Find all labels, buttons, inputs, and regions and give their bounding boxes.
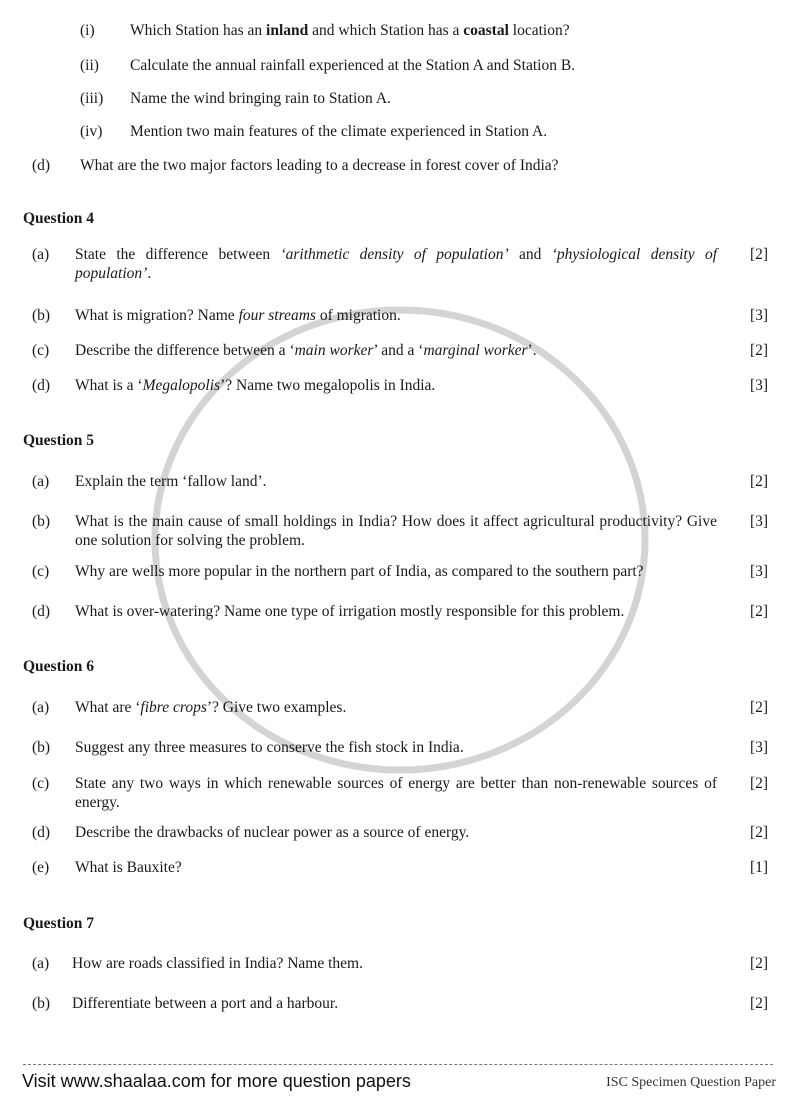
text-segment: What are ‘ [75, 699, 141, 716]
marks: [2] [750, 955, 769, 972]
marks: [3] [750, 739, 769, 756]
item-text [130, 89, 750, 108]
item-label: (a) [32, 246, 50, 263]
question-heading: Question 5 [23, 432, 95, 449]
marks: [3] [750, 513, 769, 530]
item-text [75, 376, 717, 395]
item-label: (i) [80, 22, 95, 39]
text-segment: ’? Name two megalopolis in India. [220, 377, 436, 394]
text-segment: Explain the term ‘fallow land’. [75, 473, 267, 490]
item-text [75, 858, 717, 877]
text-segment: ’? Give two examples. [206, 699, 347, 716]
italic-text: main worker [294, 342, 374, 359]
text-segment: ’. [527, 342, 537, 359]
item-text [75, 512, 717, 550]
text-segment: What are the two major factors leading to a decrease in forest cover of India? [80, 157, 559, 174]
marks: [3] [750, 563, 769, 580]
item-text [130, 122, 750, 141]
text-segment: and which Station has a [308, 22, 464, 39]
text-segment: What is over-watering? Name one type of irrigation mostly responsible for this problem. [75, 603, 625, 620]
italic-text: ‘physiological density of population’ [75, 246, 717, 282]
italic-text: four streams [238, 307, 316, 324]
italic-text: Megalopolis [142, 377, 221, 394]
marks: [2] [750, 603, 769, 620]
text-segment: What is Bauxite? [75, 859, 182, 876]
item-label: (iv) [80, 123, 103, 140]
item-text [80, 156, 720, 175]
text-segment: State any two ways in which renewable sources of energy are better than non-renewable sources of energy. [75, 775, 717, 811]
item-text [75, 341, 717, 360]
marks: [3] [750, 377, 769, 394]
item-text [75, 698, 717, 717]
marks: [2] [750, 995, 769, 1012]
text-segment: State the difference between [75, 246, 281, 263]
item-text [72, 994, 714, 1013]
text-segment: Which Station has an [130, 22, 267, 39]
footer-promo-text: Visit www.shaalaa.com for more question papers [22, 1071, 411, 1091]
item-text [72, 954, 714, 973]
item-text [75, 774, 717, 812]
text-segment: Mention two main features of the climate experienced in Station A. [130, 123, 548, 140]
marks: [2] [750, 246, 769, 263]
item-text [130, 21, 750, 40]
text-segment: Name the wind bringing rain to Station A. [130, 90, 391, 107]
text-segment: Describe the drawbacks of nuclear power as a source of energy. [75, 824, 470, 841]
item-label: (c) [32, 342, 50, 359]
italic-text: ‘arithmetic density of population’ [280, 246, 509, 263]
text-segment: and [508, 246, 552, 263]
item-text [75, 738, 717, 757]
item-label: (b) [32, 995, 51, 1012]
item-label: (a) [32, 955, 50, 972]
text-segment: How are roads classified in India? Name them. [72, 955, 363, 972]
text-segment: Why are wells more popular in the northern part of India, as compared to the southern part? [75, 563, 644, 580]
bold-text: inland [266, 22, 309, 39]
item-text [75, 562, 717, 581]
text-segment: What is the main cause of small holdings in India? How does it affect agricultural productivity? Give one solution for solving the problem. [75, 513, 717, 549]
text-segment: Suggest any three measures to conserve the fish stock in India. [75, 739, 464, 756]
text-segment: of migration. [315, 307, 401, 324]
italic-text: marginal worker [423, 342, 528, 359]
question-heading: Question 6 [23, 658, 95, 675]
text-segment: Differentiate between a port and a harbour. [72, 995, 339, 1012]
item-text [75, 823, 717, 842]
item-label: (a) [32, 473, 50, 490]
item-label: (d) [32, 377, 51, 394]
item-label: (d) [32, 603, 51, 620]
marks: [2] [750, 473, 769, 490]
item-label: (b) [32, 513, 51, 530]
item-label: (ii) [80, 57, 99, 74]
item-label: (c) [32, 775, 50, 792]
marks: [2] [750, 824, 769, 841]
item-label: (d) [32, 157, 51, 174]
footer-divider [23, 1064, 773, 1065]
item-text [75, 602, 717, 621]
marks: [2] [750, 699, 769, 716]
text-segment: . [147, 265, 152, 282]
item-text [75, 306, 717, 325]
question-heading: Question 7 [23, 915, 95, 932]
item-label: (b) [32, 739, 51, 756]
text-segment: What is a ‘ [75, 377, 143, 394]
footer-paper-title: ISC Specimen Question Paper [606, 1075, 776, 1090]
item-text [75, 472, 717, 491]
item-label: (b) [32, 307, 51, 324]
question-heading: Question 4 [23, 210, 95, 227]
item-label: (d) [32, 824, 51, 841]
item-label: (c) [32, 563, 50, 580]
item-text [130, 56, 750, 75]
text-segment: location? [508, 22, 570, 39]
marks: [3] [750, 307, 769, 324]
text-segment: Describe the difference between a ‘ [75, 342, 295, 359]
item-label: (e) [32, 859, 50, 876]
text-segment: Calculate the annual rainfall experienced at the Station A and Station B. [130, 57, 576, 74]
italic-text: fibre crops [140, 699, 207, 716]
item-label: (a) [32, 699, 50, 716]
marks: [2] [750, 342, 769, 359]
text-segment: ’ and a ‘ [373, 342, 424, 359]
marks: [2] [750, 775, 769, 792]
bold-text: coastal [463, 22, 509, 39]
text-segment: What is migration? Name [75, 307, 239, 324]
item-label: (iii) [80, 90, 104, 107]
marks: [1] [750, 859, 769, 876]
item-text [75, 245, 717, 283]
